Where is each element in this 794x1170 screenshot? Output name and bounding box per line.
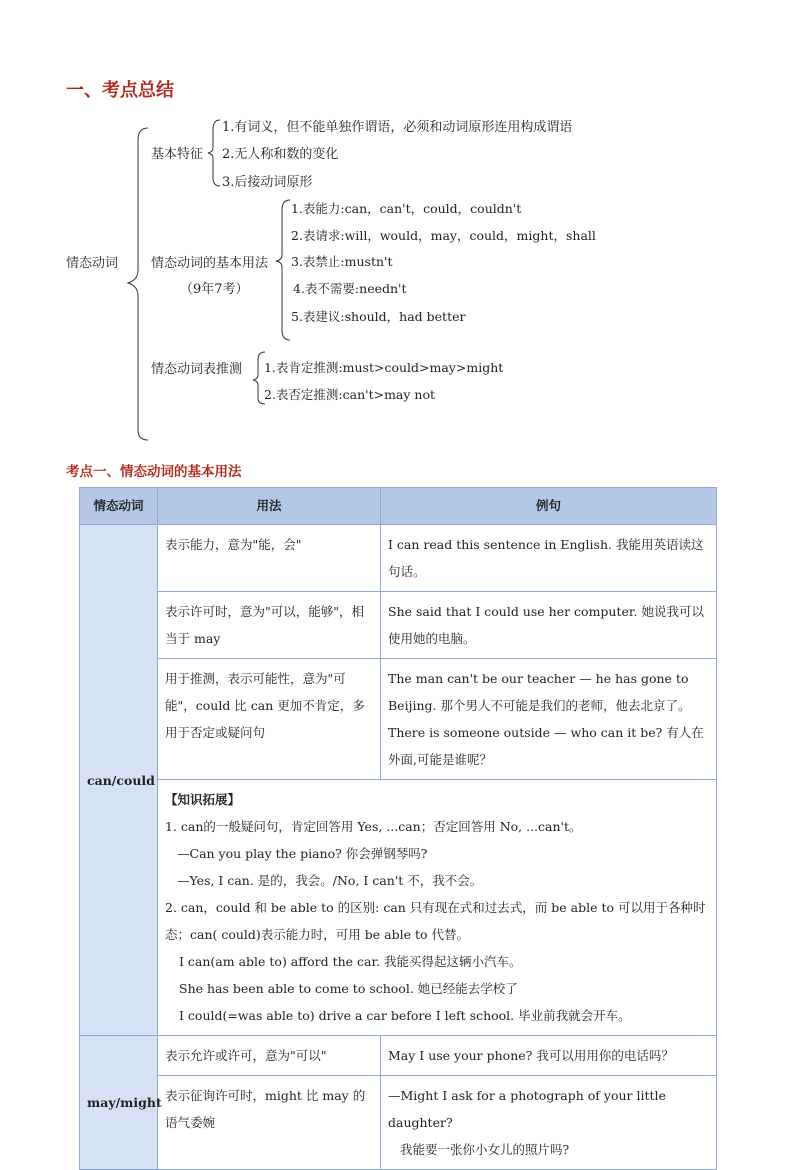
example-line: There is someone outside — who can it be? 有人在外面,可能是谁呢？	[388, 725, 704, 767]
extension-line: She has been able to come to school. 她已经能去学校了	[179, 981, 518, 996]
b2-note: （9年7考）	[180, 282, 249, 297]
usage-cell: 表示能力，意为"能，会"	[158, 525, 381, 592]
extension-line: I can(am able to) afford the car. 我能买得起这辆小汽车。	[179, 954, 522, 969]
modal-label-can: can/could	[80, 525, 158, 1036]
header-cell: 用法	[158, 488, 381, 525]
table-header-row	[80, 488, 717, 525]
extension-line: I could(=was able to) drive a car before I left school. 毕业前我就会开车。	[179, 1008, 631, 1023]
extension-line: 2. can，could 和 be able to 的区别: can 只有现在式和过去式，而 be able to 可以用于各种时态；can( could)表示能力时，可用 be able to 代替。	[165, 900, 706, 942]
example-line: —Might I ask for a photograph of your little daughter?	[388, 1088, 666, 1130]
example-cell: May I use your phone? 我可以用用你的电话吗？	[381, 1036, 717, 1076]
example-line: 我能要一张你小女儿的照片吗?	[400, 1142, 570, 1157]
usage-cell: 用于推测，表示可能性，意为"可能"，could 比 can 更加不肯定，多用于否定或疑问句	[158, 659, 381, 780]
b2-item: 5.表建议:should，had better	[291, 309, 466, 324]
b2-brace	[276, 200, 290, 340]
b1-item: 2.无人称和数的变化	[222, 147, 339, 162]
section-title: 一、考点总结	[66, 80, 174, 101]
modal-label-may: may/might	[80, 1036, 158, 1170]
b2-label: 情态动词的基本用法	[151, 256, 269, 271]
b1-label: 基本特征	[151, 147, 204, 162]
table-row	[80, 525, 717, 592]
header-cell: 情态动词	[80, 488, 158, 525]
example-cell	[381, 659, 717, 780]
b2-item: 2.表请求:will，would，may，could，might，shall	[291, 228, 596, 243]
example-cell: I can read this sentence in English. 我能用英语读这句话。	[381, 525, 717, 592]
b1-brace	[208, 120, 220, 186]
b3-item: 1.表肯定推测:must>could>may>might	[264, 360, 504, 375]
table-row	[80, 1036, 717, 1076]
table-row	[80, 659, 717, 780]
usage-cell: 表示许可时，意为"可以，能够"，相当于 may	[158, 592, 381, 659]
usage-table	[79, 487, 717, 1170]
tree-root: 情态动词	[66, 256, 119, 271]
root-brace	[128, 128, 148, 440]
b1-item: 3.后接动词原形	[222, 175, 313, 190]
header-cell: 例句	[381, 488, 717, 525]
knowledge-extension	[158, 780, 717, 1036]
table-row	[80, 780, 717, 1036]
b3-label: 情态动词表推测	[151, 362, 243, 377]
table-row	[80, 592, 717, 659]
usage-cell: 表示允许或许可，意为"可以"	[158, 1036, 381, 1076]
extension-title: 【知识拓展】	[165, 792, 241, 807]
extension-line: —Yes, I can. 是的，我会。/No, I can't 不，我不会。	[177, 873, 483, 888]
b3-item: 2.表否定推测:can't>may not	[264, 387, 436, 402]
b2-item: 1.表能力:can，can't，could，couldn't	[291, 201, 522, 216]
b2-item: 4.表不需要:needn't	[293, 281, 407, 296]
b2-item: 3.表禁止:mustn't	[291, 254, 393, 269]
example-cell: She said that I could use her computer. 她说我可以使用她的电脑。	[381, 592, 717, 659]
extension-line: 1. can的一般疑问句，肯定回答用 Yes, ...can；否定回答用 No, ...can't。	[165, 819, 582, 834]
section-subtitle: 考点一、情态动词的基本用法	[66, 464, 242, 480]
example-line: The man can't be our teacher — he has gone to Beijing. 那个男人不可能是我们的老师，他去北京了。	[388, 671, 691, 713]
extension-line: —Can you play the piano? 你会弹钢琴吗?	[177, 846, 428, 861]
b1-item: 1.有词义，但不能单独作谓语，必须和动词原形连用构成谓语	[222, 120, 573, 135]
usage-cell: 表示征询许可时，might 比 may 的语气委婉	[158, 1076, 381, 1170]
